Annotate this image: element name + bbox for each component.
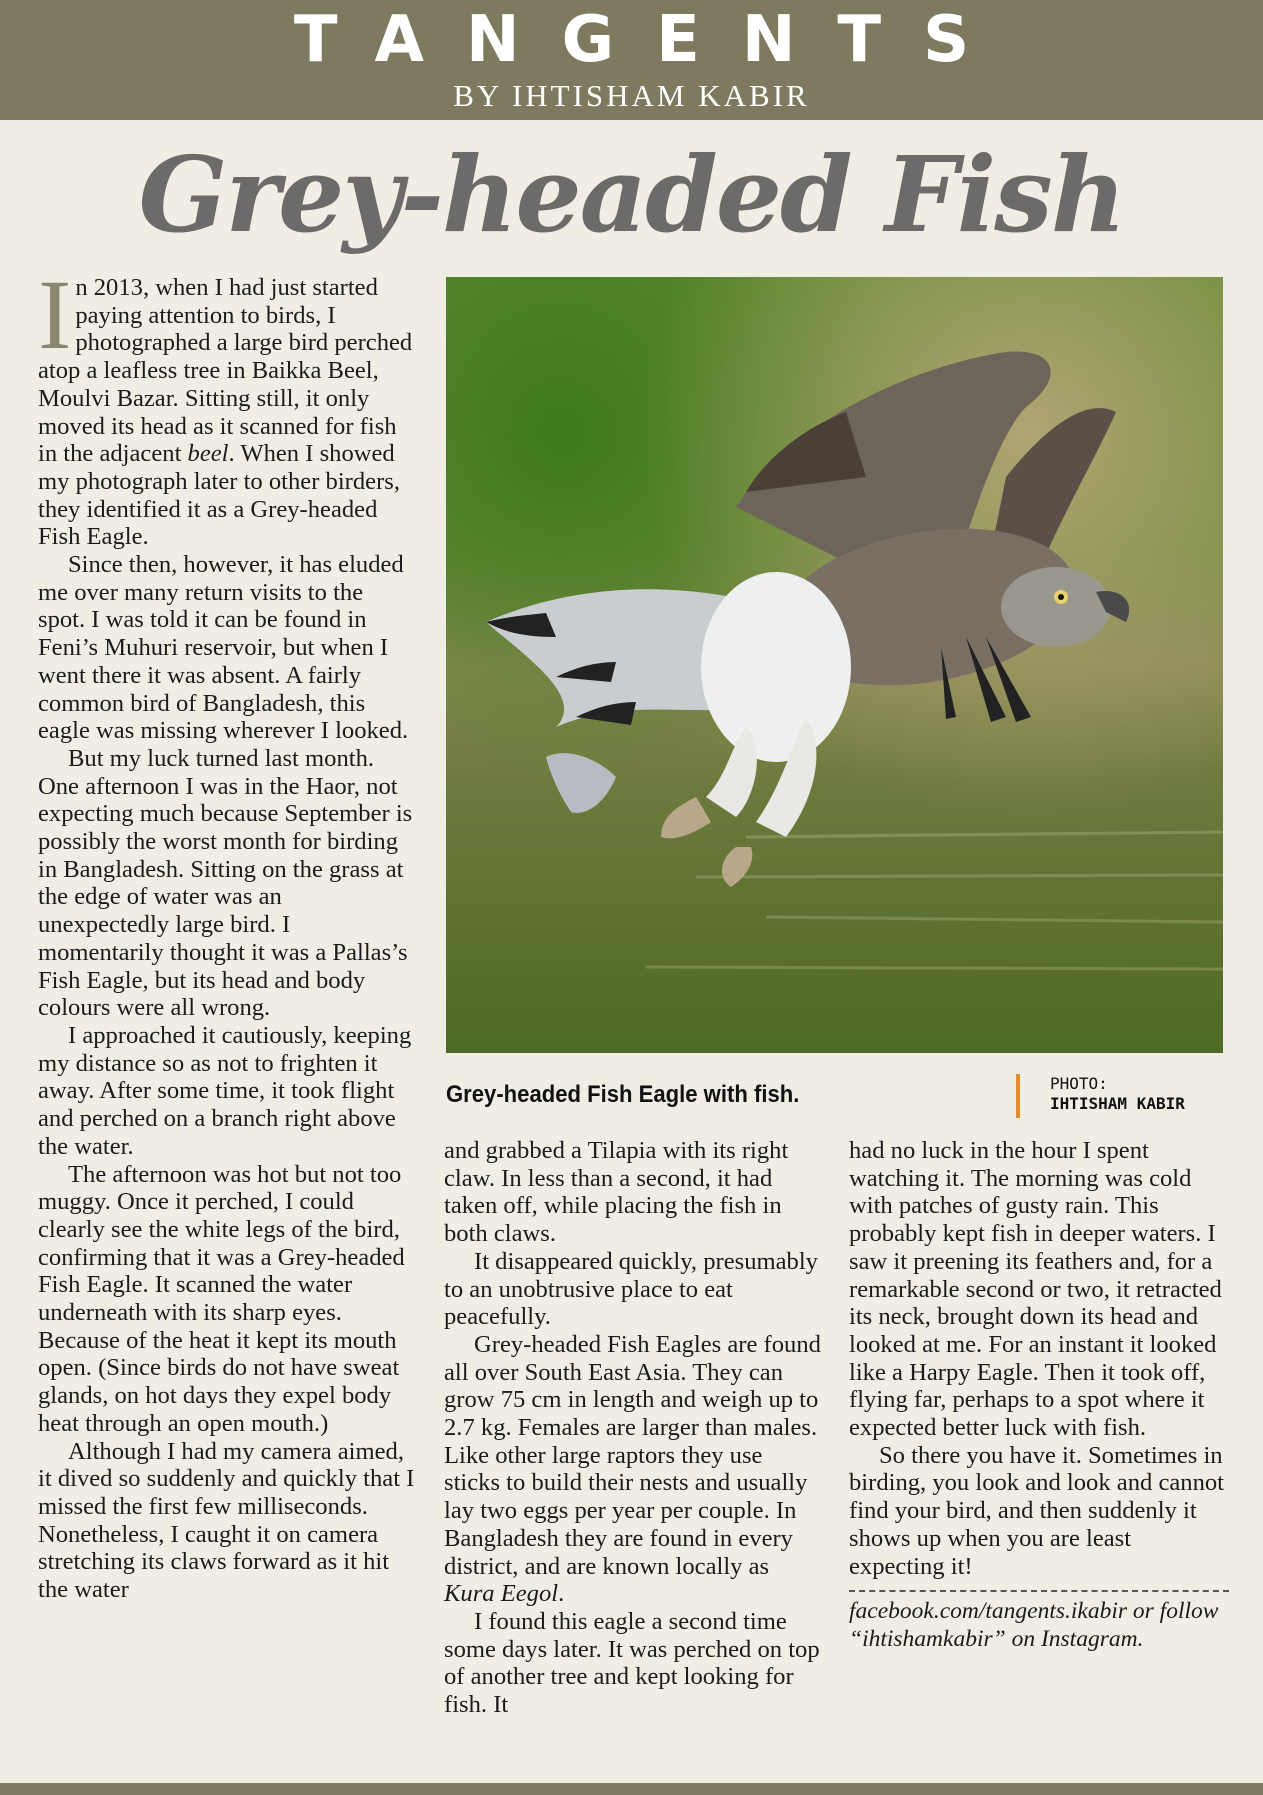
masthead-byline: BY IHTISHAM KABIR bbox=[453, 78, 810, 113]
article-column-1 bbox=[38, 259, 416, 1604]
paragraph-text: Grey-headed Fish Eagles are found all over South East Asia. They can grow 75 cm in length and weigh up to 2.7 kg. Females are larger than males. Like other large raptors they use sticks to build their nests and usually lay two eggs per year per couple. In Bangladesh they are found in every district, and are known locally as bbox=[444, 1330, 821, 1580]
masthead bbox=[0, 0, 1263, 120]
article-column-3 bbox=[849, 1137, 1229, 1654]
dashed-divider bbox=[849, 1590, 1229, 1592]
paragraph: I found this eagle a second time some days later. It was perched on top of another tree and kept looking for fish. It bbox=[444, 1607, 820, 1719]
paragraph: had no luck in the hour I spent watching it. The morning was cold with patches of gusty rain. This probably kept fish in deeper waters. I saw it preening its feathers and, for a remarkable second or two, it retracted its neck, brought down its head and looked at me. For an instant it looked like a Harpy Eagle. Then it took off, flying far, perhaps to a spot where it expected better luck with fish. bbox=[849, 1137, 1222, 1442]
paragraph: The afternoon was hot but not too muggy. Once it perched, I could clearly see the white legs of the bird, confirming that it was a Grey-headed Fish Eagle. It scanned the water underneath with its sharp eyes. Because of the heat it kept its mouth open. (Since birds do not have sweat glands, on hot days they expel body heat through an open mouth.) bbox=[38, 1160, 405, 1437]
paragraph: It disappeared quickly, presumably to an unobtrusive place to eat peacefully. bbox=[444, 1247, 818, 1331]
paragraph: So there you have it. Sometimes in birding, you look and look and cannot find your bird, and then suddenly it shows up when you are least expecting it! bbox=[849, 1441, 1224, 1580]
paragraph-text: . When I showed my photograph later to other birders, they identified it as a Grey-headed Fish Eagle. bbox=[38, 440, 400, 551]
paragraph: Since then, however, it has eluded me over many return visits to the spot. I was told it can be found in Feni’s Muhuri reservoir, but when I went there it was absent. A fairly common bird of Bangladesh, this eagle was missing wherever I looked. bbox=[38, 551, 409, 745]
photo-credit bbox=[1016, 1074, 1226, 1118]
paragraph bbox=[38, 259, 416, 551]
photo-credit-name: IHTISHAM KABIR bbox=[1050, 1094, 1185, 1113]
paragraph: Although I had my camera aimed, it dived so suddenly and quickly that I missed the first few milliseconds. Nonetheless, I caught it on camera stretching its claws forward as it hit the water bbox=[38, 1437, 415, 1604]
bottom-bar bbox=[0, 1783, 1263, 1795]
photo-credit-label: PHOTO: bbox=[1050, 1074, 1108, 1093]
italic-term: Kura Eegol bbox=[444, 1580, 559, 1608]
paragraph: But my luck turned last month. One afternoon I was in the Haor, not expecting much because September is possibly the worst month for birding in Bangladesh. Sitting on the grass at the edge of water was an unexpectedly large bird. I momentarily thought it was a Pallas’s Fish Eagle, but its head and body colours were all wrong. bbox=[38, 744, 413, 1022]
masthead-brand: TANGENTS bbox=[293, 3, 1012, 77]
paragraph: and grabbed a Tilapia with its right claw. In less than a second, it had taken off, while placing the fish in both claws. bbox=[444, 1137, 789, 1248]
social-footer-note: facebook.com/tangents.ikabir or follow “ihtishamkabir” on Instagram. bbox=[849, 1598, 1219, 1652]
italic-term: beel bbox=[187, 440, 229, 468]
paragraph-text: n 2013, when I had just started paying attention to birds, I photographed a large bird perched atop a leafless tree in Baikka Beel, Moulvi Bazar. Sitting still, it only moved its head as it scanned for fish in the adjacent bbox=[38, 274, 413, 468]
article-title: Grey-headed Fish bbox=[138, 133, 1125, 256]
article-column-2 bbox=[444, 1137, 824, 1719]
eagle-photo bbox=[446, 277, 1223, 1053]
paragraph-text: . bbox=[558, 1580, 565, 1608]
paragraph bbox=[444, 1331, 824, 1608]
paragraph: I approached it cautiously, keeping my distance so as not to frighten it away. After some time, it took flight and perched on a branch right above the water. bbox=[38, 1021, 412, 1160]
eagle-illustration bbox=[446, 277, 1223, 1053]
drop-cap: I bbox=[38, 259, 72, 370]
photo-caption: Grey-headed Fish Eagle with fish. bbox=[446, 1081, 800, 1108]
